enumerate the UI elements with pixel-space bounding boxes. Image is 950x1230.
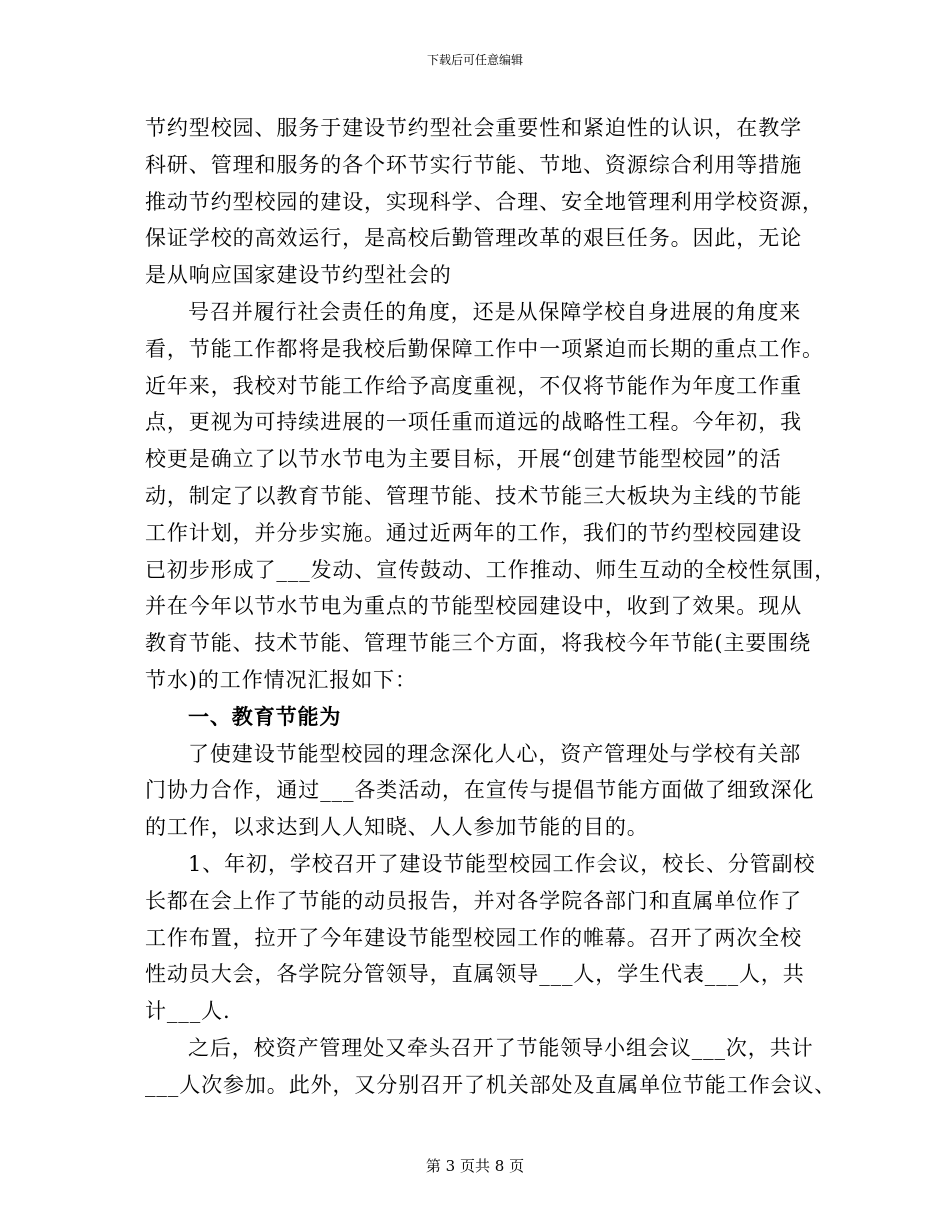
text-line: 计___人. xyxy=(145,999,231,1024)
page-footer: 第 3 页共 8 页 xyxy=(425,1157,525,1175)
text-line: 看，节能工作都将是我校后勤保障工作中一项紧迫而长期的重点工作。 xyxy=(145,336,824,361)
text-line: 近年来，我校对节能工作给予高度重视，不仅将节能作为年度工作重 xyxy=(145,373,802,398)
text-line: 科研、管理和服务的各个环节实行节能、节地、资源综合利用等措施 xyxy=(145,152,802,177)
text-line: 之后，校资产管理处又牵头召开了节能领导小组会议___次，共计 xyxy=(188,1035,814,1060)
text-line: 教育节能、技术节能、管理节能三个方面，将我校今年节能(主要围绕 xyxy=(145,631,812,656)
document-body xyxy=(0,110,950,1104)
text-line: 校更是确立了以节水节电为主要目标，开展“创建节能型校园”的活 xyxy=(145,447,782,472)
text-line: 是从响应国家建设节约型社会的 xyxy=(145,263,452,288)
text-line: 性动员大会，各学院分管领导，直属领导___人，学生代表___人，共 xyxy=(145,962,805,987)
text-line: 门协力合作，通过___各类活动，在宣传与提倡节能方面做了细致深化 xyxy=(145,778,815,803)
text-line: 了使建设节能型校园的理念深化人心，资产管理处与学校有关部 xyxy=(188,741,802,766)
text-line: 长都在会上作了节能的动员报告，并对各学院各部门和直属单位作了 xyxy=(145,888,802,913)
text-line: 号召并履行社会责任的角度，还是从保障学校自身进展的角度来 xyxy=(188,299,802,324)
text-line: 动，制定了以教育节能、管理节能、技术节能三大板块为主线的节能 xyxy=(145,483,802,508)
text-line: 保证学校的高效运行，是高校后勤管理改革的艰巨任务。因此，无论 xyxy=(145,226,802,251)
section-heading: 一、教育节能为 xyxy=(188,703,342,729)
text-line: ___人次参加。此外，又分别召开了机关部处及直属单位节能工作会议、 xyxy=(145,1072,837,1097)
text-line: 节约型校园、服务于建设节约型社会重要性和紧迫性的认识，在教学 xyxy=(145,116,802,140)
page-header: 下载后可任意编辑 xyxy=(426,53,523,67)
text-line: 工作计划，并分步实施。通过近两年的工作，我们的节约型校园建设 xyxy=(145,520,802,545)
text-line: 已初步形成了___发动、宣传鼓动、工作推动、师生互动的全校性氛围， xyxy=(145,557,837,582)
text-line: 节水)的工作情况汇报如下： xyxy=(145,667,417,692)
text-line: 的工作，以求达到人人知晓、人人参加节能的目的。 xyxy=(145,815,649,840)
text-line: 工作布置，拉开了今年建设节能型校园工作的帷幕。召开了两次全校 xyxy=(145,925,802,950)
text-line: 点，更视为可持续进展的一项任重而道远的战略性工程。今年初，我 xyxy=(145,410,802,435)
text-line: 推动节约型校园的建设，实现科学、合理、安全地管理利用学校资源， xyxy=(145,189,824,214)
text-line: 1、年初，学校召开了建设节能型校园工作会议，校长、分管副校 xyxy=(188,851,816,876)
text-line: 并在今年以节水节电为重点的节能型校园建设中，收到了效果。现从 xyxy=(145,594,802,619)
